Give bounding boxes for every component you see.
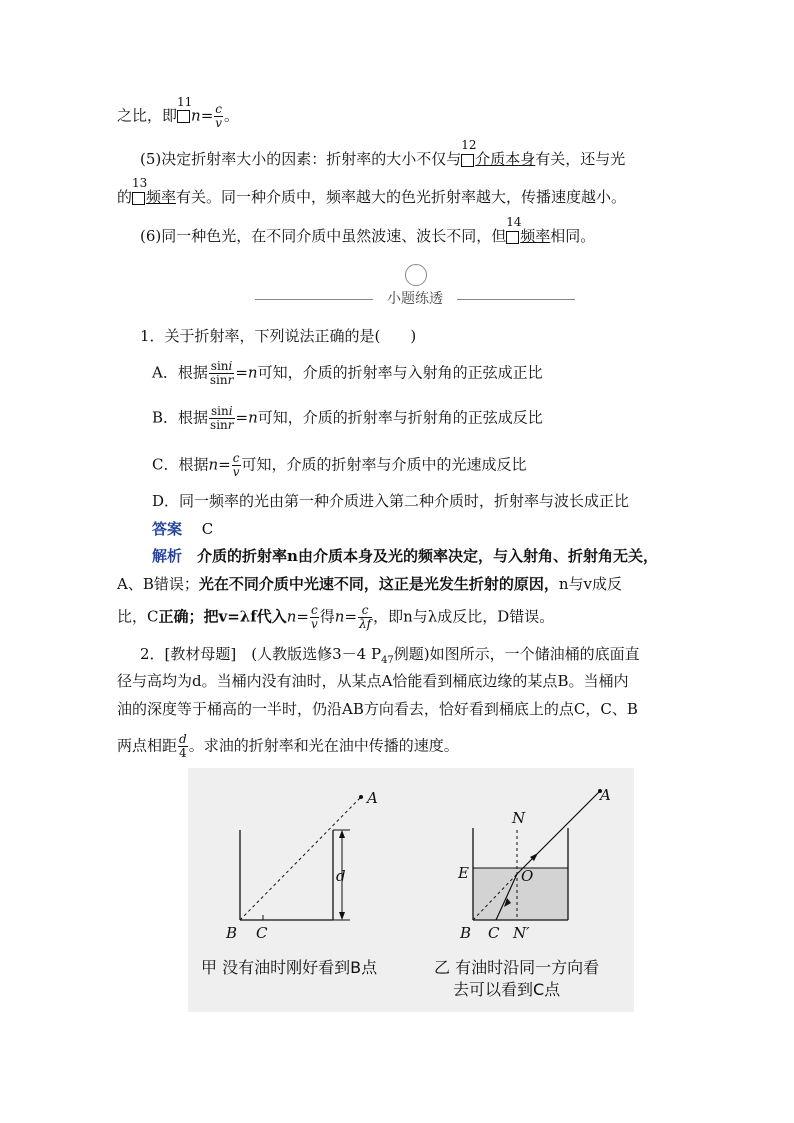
math-n: n: [334, 607, 345, 626]
fraction-sini-over-sinr: [209, 405, 234, 432]
marker-number: 11: [177, 94, 193, 109]
frac-den: v: [232, 465, 240, 479]
var-i: i: [228, 359, 233, 373]
text: ，即n与λ成反比，D错误。: [373, 607, 555, 626]
label-N: N: [512, 809, 526, 827]
math-n: n: [248, 408, 258, 427]
section-divider: [255, 288, 575, 312]
answer-label: 答案: [152, 520, 183, 538]
label-d: d: [336, 867, 346, 885]
q1-answer: [152, 518, 213, 540]
math-eq: =: [218, 455, 231, 474]
math-eq: =: [344, 607, 358, 626]
math-n: n: [247, 363, 258, 382]
frac-den: v: [215, 116, 223, 130]
text: 2．[教材母题] (人教版选修3－4 P: [140, 645, 382, 663]
q1-stem: 1．关于折射率，下列说法正确的是( ): [140, 327, 417, 345]
marker-number: 14: [506, 215, 522, 229]
label-E: E: [458, 864, 469, 882]
blank-marker-14: [506, 215, 522, 247]
math-n: n: [286, 607, 297, 626]
text: A、B错误；: [117, 575, 199, 593]
label-B-right: B: [460, 924, 472, 942]
math-eq: =: [200, 106, 214, 125]
frac-num: c: [215, 102, 223, 116]
text: 可知，介质的折射率与折射角的正弦成反比: [257, 408, 543, 427]
label-C-left: C: [256, 924, 268, 942]
divider-rule-right: [457, 299, 575, 300]
text: 介质的折射率n由介质本身及光的频率决定，与入射角、折射角无关，: [197, 547, 658, 565]
fraction-c-over-lambda-f: [358, 604, 372, 631]
blank-marker-12: [461, 138, 477, 170]
q1-option-d: D．同一频率的光由第一种介质进入第二种介质时，折射率与波长成正比: [152, 492, 630, 510]
text: 得: [319, 607, 335, 626]
text: 之比，即: [117, 106, 178, 125]
q1-option-a: [152, 360, 543, 387]
label-A-right: A: [600, 786, 611, 804]
section-label: 小题练透: [375, 288, 455, 308]
caption-right-line1: 乙 有油时沿同一方向看: [434, 958, 600, 977]
text: 例题)如图所示，一个储油桶的底面直: [393, 645, 640, 663]
fraction-d-over-4: [178, 733, 188, 760]
text: (6)同一种色光，在不同介质中虽然波速、波长不同，但: [140, 227, 507, 245]
math-eq: =: [296, 607, 309, 626]
blank-marker-13: [132, 176, 148, 208]
text: 相同。: [550, 227, 596, 245]
var-r: r: [227, 373, 234, 387]
figure-right: [473, 789, 602, 920]
page-subscript: 47: [381, 655, 394, 666]
para5-line2: [117, 176, 627, 208]
text: 可知，介质的折射率与入射角的正弦成正比: [257, 363, 543, 382]
caption-left: 甲 没有油时刚好看到B点: [201, 958, 378, 977]
text: 。: [224, 106, 240, 125]
frac-num: d: [179, 732, 187, 746]
text: C．根据: [152, 455, 209, 474]
q1-analysis-line2: [117, 573, 622, 595]
math-n: n: [208, 455, 219, 474]
text: 有关。同一种介质中，频率越大的色光折射率越大，传播速度越小。: [176, 188, 627, 206]
text: 两点相距: [117, 736, 178, 755]
text: 。求油的折射率和光在油中传播的速度。: [188, 736, 459, 755]
para6: [140, 215, 596, 247]
q1-option-b: [152, 405, 543, 432]
text: 的: [117, 188, 133, 206]
q1-analysis-line3: [117, 604, 554, 631]
text: 有关，还与光: [535, 150, 626, 168]
caption-right-line2: 去可以看到C点: [453, 980, 561, 999]
q1-option-c: [152, 452, 527, 479]
frac-den: 4: [179, 746, 187, 760]
answer-term: 介质本身: [475, 150, 536, 168]
math-eq: =: [235, 408, 249, 427]
blank-marker-11: [177, 94, 193, 127]
para5-line0: [117, 94, 240, 130]
label-O: O: [521, 867, 534, 885]
answer-term: 频率: [146, 188, 177, 206]
sin: sin: [210, 359, 229, 373]
divider-rule-left: [255, 299, 373, 300]
frac-num: c: [311, 603, 318, 617]
q2-line2: 径与高均为d。当桶内没有油时，从某点A恰能看到桶底边缘的某点B。当桶内: [117, 672, 629, 690]
para5-line1: [140, 138, 626, 170]
text: 正确；把v=λf代入: [158, 607, 287, 626]
var-r: r: [227, 418, 234, 432]
text: B．根据: [152, 408, 209, 427]
text: 比，C: [117, 607, 159, 626]
var-i: i: [228, 404, 233, 418]
frac-num: c: [232, 451, 240, 465]
sin: sin: [209, 373, 228, 387]
fraction-sini-over-sinr: [209, 360, 234, 387]
answer-term: 频率: [520, 227, 551, 245]
analysis-label: 解析: [152, 547, 183, 565]
marker-number: 13: [132, 176, 148, 190]
text: 光在不同介质中光速不同，这正是光发生折射的原因，: [198, 575, 559, 593]
sin: sin: [210, 418, 228, 432]
physics-figure: [188, 768, 634, 1012]
fraction-c-over-v: [310, 604, 319, 631]
frac-den: v: [311, 617, 318, 631]
label-B-left: B: [226, 924, 238, 942]
label-N-prime: N′: [513, 924, 530, 942]
sin: sin: [210, 404, 229, 418]
math-n: n: [191, 106, 201, 125]
label-A-left: A: [367, 789, 378, 807]
answer-value: C: [201, 520, 214, 538]
frac-den: λf: [359, 617, 372, 631]
label-C-right: C: [488, 924, 500, 942]
fraction-c-over-v: [214, 103, 223, 130]
key-icon: [405, 264, 427, 286]
q2-line1: [140, 643, 640, 672]
text: (5)决定折射率大小的因素：折射率的大小不仅与: [140, 150, 462, 168]
math-eq: =: [235, 363, 248, 382]
text: 可知，介质的折射率与介质中的光速成反比: [241, 455, 527, 474]
q1-analysis-line1: [152, 545, 658, 567]
fraction-c-over-v: [232, 452, 241, 479]
marker-number: 12: [461, 138, 477, 152]
text: n与v成反: [558, 575, 623, 593]
figure-left: [240, 795, 363, 920]
frac-num: c: [358, 604, 372, 618]
q2-line4: [117, 733, 459, 760]
q2-line3: 油的深度等于桶高的一半时，仍沿AB方向看去，恰好看到桶底上的点C，C、B: [117, 700, 638, 718]
text: A．根据: [152, 363, 208, 382]
